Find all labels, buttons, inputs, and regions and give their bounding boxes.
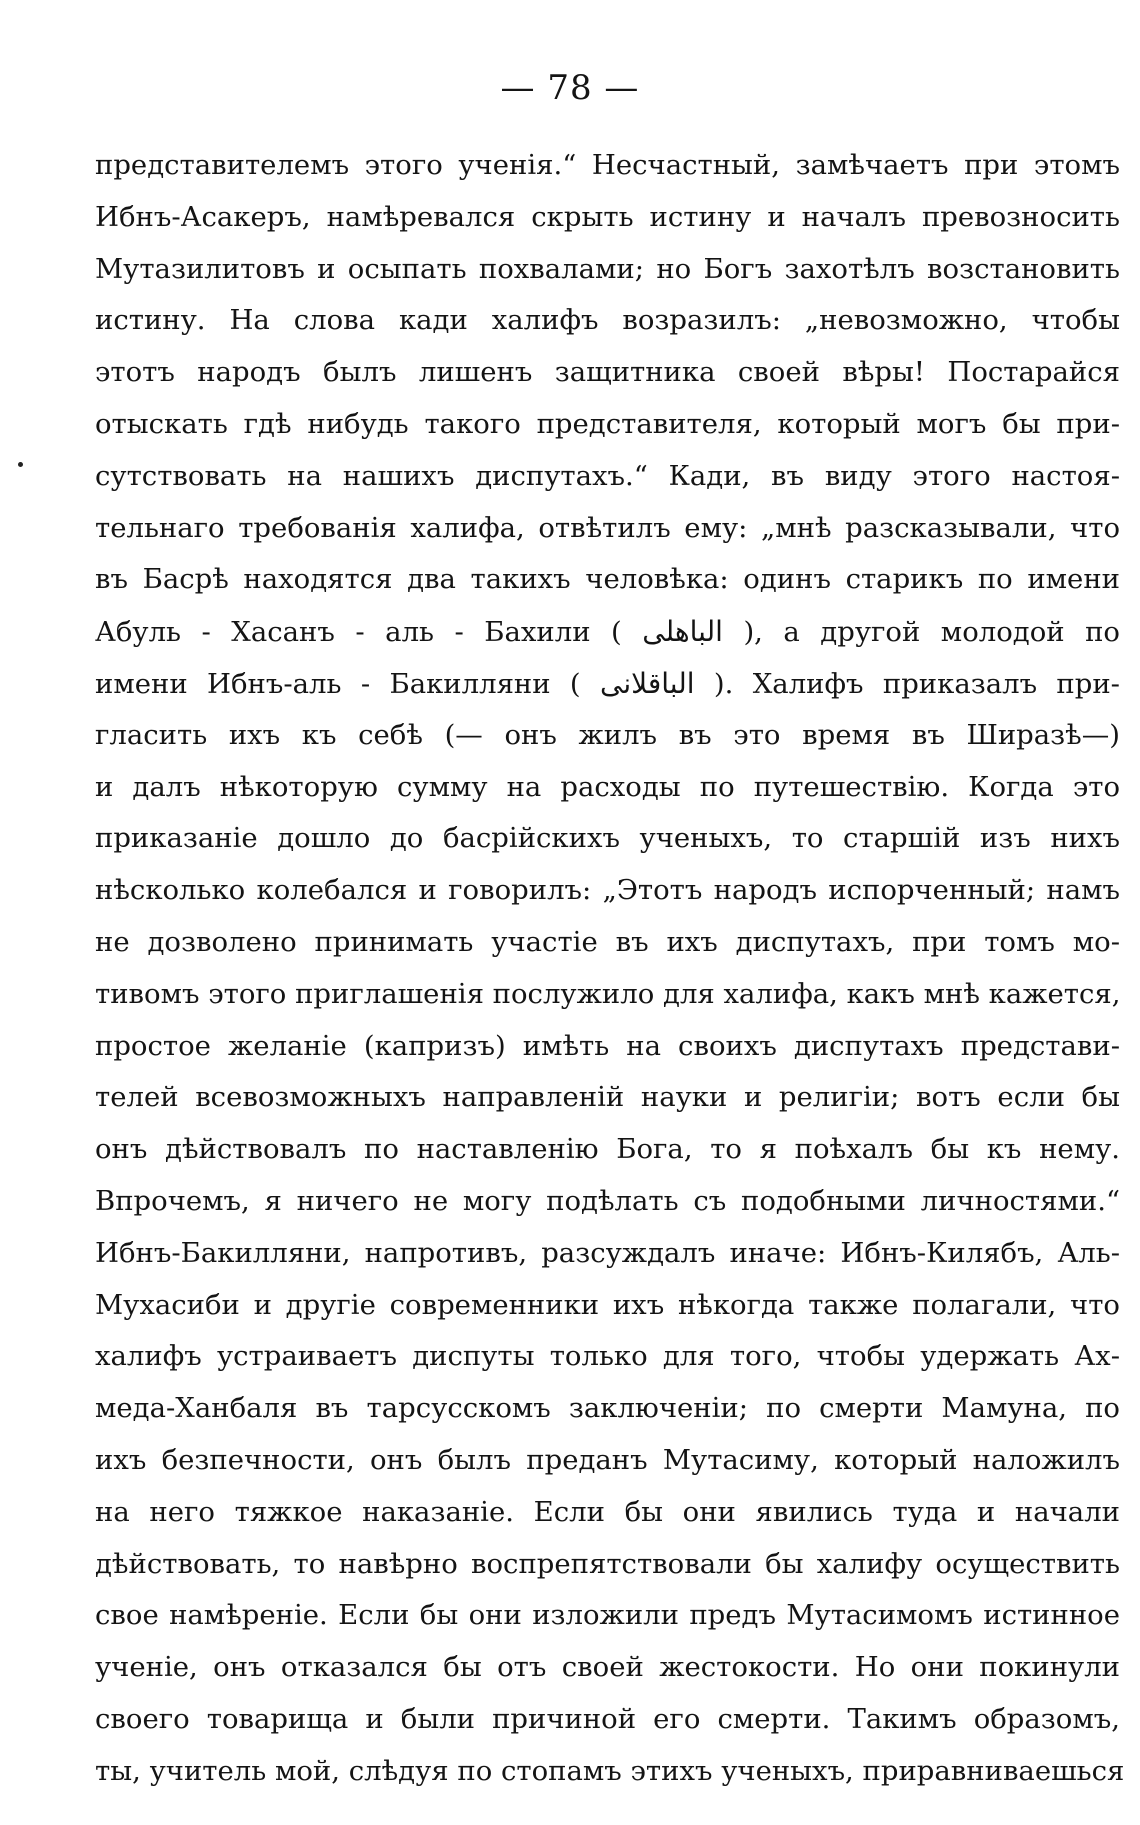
text-line: представителемъ этого ученія.“ Несчастный, замѣчаетъ при этомъ — [95, 149, 1120, 181]
text-line: дѣйствовать, то навѣрно воспрепятствовали бы халифу осуществить — [95, 1547, 1120, 1580]
text-line-with-arabic — [95, 606, 1120, 658]
text-line: Впрочемъ, я ничего не могу подѣлать съ подобными личностями.“ — [95, 1184, 1120, 1217]
text-line: на него тяжкое наказаніе. Если бы они явились туда и начали — [95, 1495, 1120, 1528]
text-line: ихъ безпечности, онъ былъ преданъ Мутасиму, который наложилъ — [95, 1443, 1120, 1476]
text-line: халифъ устраиваетъ диспуты только для того, чтобы удержать Ах- — [95, 1340, 1120, 1373]
line-text-after: ). Халифъ приказалъ при- — [713, 667, 1120, 700]
text-line: приказаніе дошло до басрійскихъ ученыхъ, то старшій изъ нихъ — [95, 822, 1120, 855]
text-line: этотъ народъ былъ лишенъ защитника своей вѣры! Постарайся — [95, 356, 1120, 389]
text-line: онъ дѣйствовалъ по наставленію Бога, то я поѣхалъ бы къ нему. — [95, 1133, 1120, 1166]
body-text — [95, 140, 1125, 1798]
arabic-name-al-bahili: الباهلى — [642, 615, 723, 649]
text-line: и далъ нѣкоторую сумму на расходы по путешествію. Когда это — [95, 770, 1120, 803]
arabic-name-al-bakillani: الباقلانى — [600, 666, 695, 700]
text-line: тельнаго требованія халифа, отвѣтилъ ему: „мнѣ разсказывали, что — [95, 511, 1120, 544]
text-line: простое желаніе (капризъ) имѣть на своихъ диспутахъ представи- — [95, 1029, 1120, 1062]
text-line: въ Басрѣ находятся два такихъ человѣка: одинъ старикъ по имени — [95, 563, 1120, 596]
text-line: тивомъ этого приглашенія послужило для халифа, какъ мнѣ кажется, — [95, 977, 1121, 1010]
text-line: Мухасиби и другіе современники ихъ нѣкогда также полагали, что — [95, 1288, 1120, 1321]
text-line: Мутазилитовъ и осыпать похвалами; но Богъ захотѣлъ возстановить — [95, 252, 1120, 285]
text-line: меда-Ханбаля въ тарсусскомъ заключеніи; по смерти Мамуна, по — [95, 1392, 1120, 1425]
text-line: Ибнъ-Асакеръ, намѣревался скрыть истину и началъ превозносить — [95, 200, 1120, 233]
text-line: истину. На слова кади халифъ возразилъ: „невозможно, чтобы — [95, 304, 1120, 337]
line-text-before: имени Ибнъ-аль - Бакилляни ( — [95, 667, 581, 700]
text-line: Ибнъ-Бакилляни, напротивъ, разсуждалъ иначе: Ибнъ-Килябъ, Аль- — [95, 1236, 1120, 1269]
text-line: ты, учитель мой, слѣдуя по стопамъ этихъ ученыхъ, приравниваешься — [95, 1754, 1125, 1787]
page-number: — 78 — — [500, 68, 640, 108]
text-line: отыскать гдѣ нибудь такого представителя, который могъ бы при- — [95, 407, 1120, 440]
text-line: свое намѣреніе. Если бы они изложили предъ Мутасимомъ истинное — [95, 1599, 1120, 1632]
line-text-after: ), а другой молодой по — [743, 616, 1120, 649]
text-line-with-arabic — [95, 658, 1120, 710]
text-line: ученіе, онъ отказался бы отъ своей жестокости. Но они покинули — [95, 1651, 1120, 1684]
margin-mark — [18, 462, 23, 467]
line-text-before: Абуль - Хасанъ - аль - Бахили ( — [95, 616, 622, 649]
text-line: нѣсколько колебался и говорилъ: „Этотъ народъ испорченный; намъ — [95, 874, 1120, 907]
text-line: не дозволено принимать участіе въ ихъ диспутахъ, при томъ мо- — [95, 925, 1120, 958]
text-line: сутствовать на нашихъ диспутахъ.“ Кади, въ виду этого настоя- — [95, 459, 1120, 492]
text-line: своего товарища и были причиной его смерти. Такимъ образомъ, — [95, 1702, 1120, 1735]
text-line: телей всевозможныхъ направленій науки и религіи; вотъ если бы — [95, 1081, 1120, 1114]
text-line: гласить ихъ къ себѣ (— онъ жилъ въ это время въ Ширазѣ—) — [95, 718, 1120, 751]
